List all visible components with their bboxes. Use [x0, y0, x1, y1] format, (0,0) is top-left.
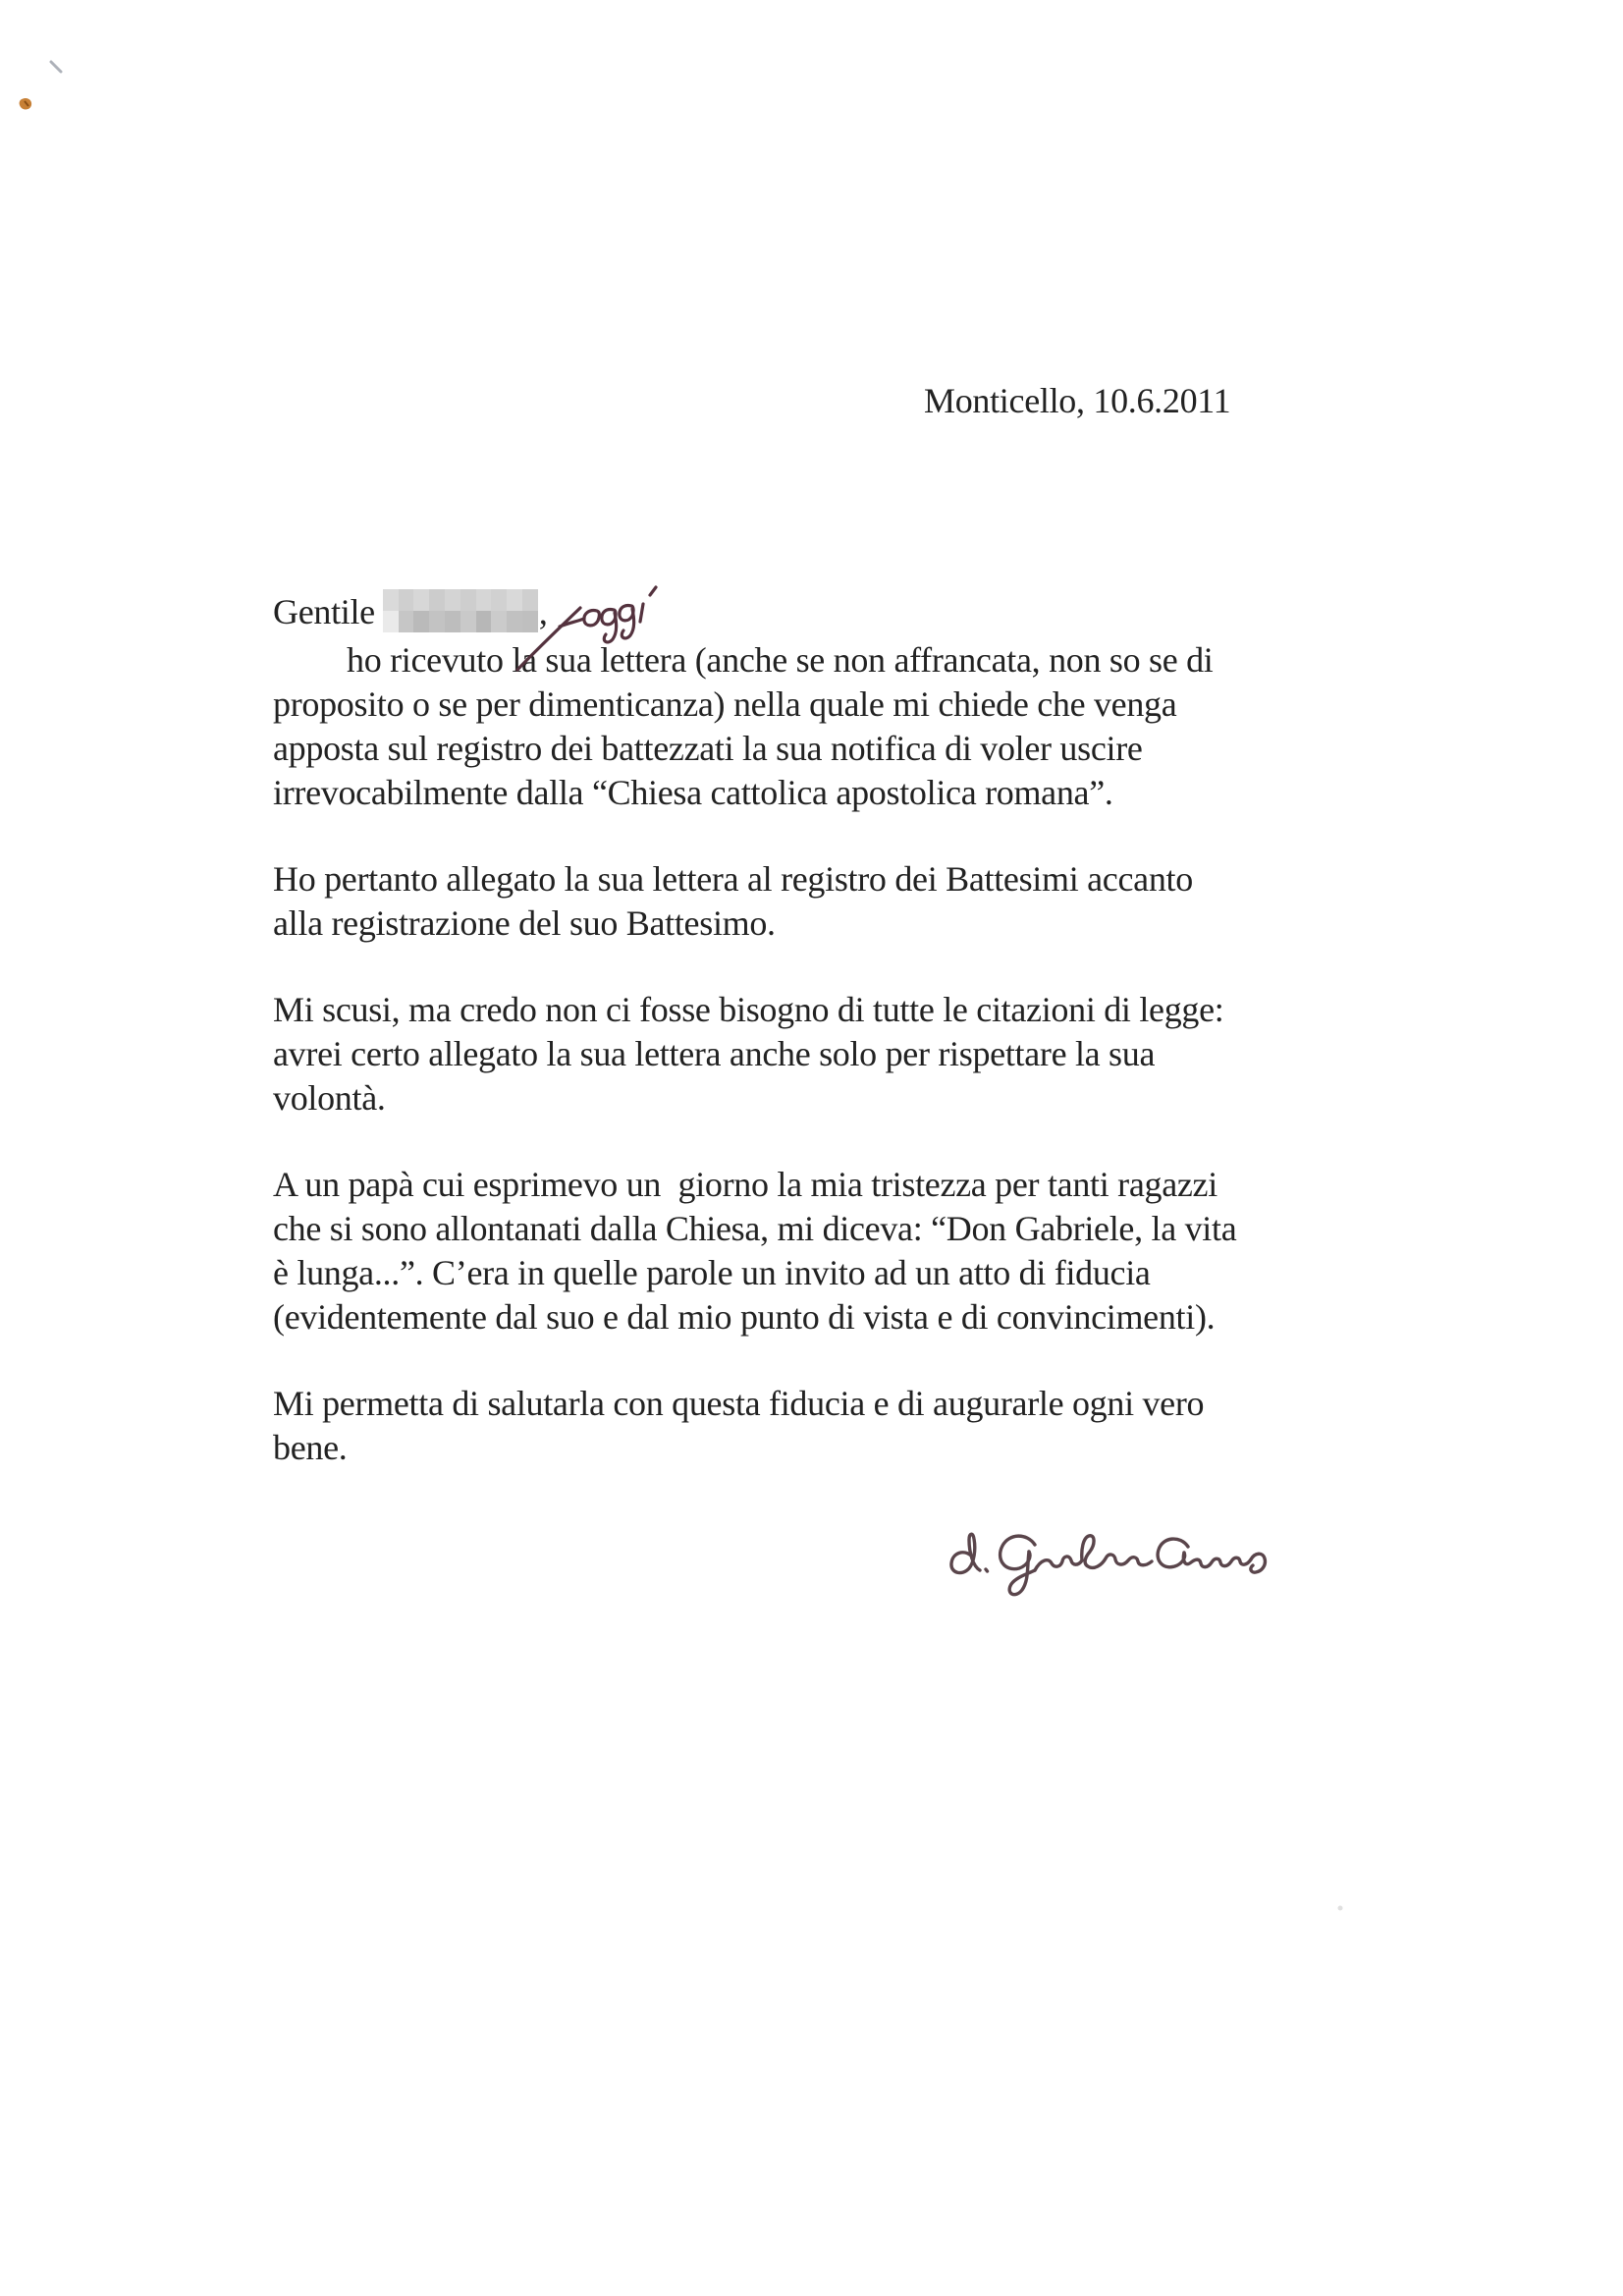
paragraph-line: Ho pertanto allegato la sua lettera al registro dei Battesimi accanto: [273, 859, 1193, 899]
insertion-caret-stroke: [517, 608, 580, 670]
salutation-comma: ,: [538, 592, 548, 631]
mosaic-cell: [383, 611, 399, 632]
paragraph-line: Mi permetta di salutarla con questa fiducia e di augurarle ogni vero: [273, 1384, 1205, 1423]
mosaic-cell: [399, 611, 414, 632]
paragraph-line: (evidentemente dal suo e dal mio punto di vista e di convincimenti).: [273, 1297, 1216, 1337]
oggi-letter-g1-tail: [604, 613, 616, 642]
oggi-letter-i-stem: [640, 604, 643, 622]
scan-artifacts-topleft: [0, 0, 118, 157]
signature-ren: [1183, 1553, 1251, 1567]
letter-body: [273, 589, 1392, 1470]
mosaic-cell: [476, 589, 492, 611]
paragraph-line: apposta sul registro dei battezzati la sua notifica di voler uscire: [273, 729, 1143, 768]
paragraph-line: è lunga...”. C’era in quelle parole un invito ad un atto di fiducia: [273, 1253, 1151, 1292]
paragraph-line: irrevocabilmente dalla “Chiesa cattolica apostolica romana”.: [273, 773, 1113, 812]
paragraph: [273, 857, 1392, 946]
signature-iele: [1082, 1536, 1152, 1568]
paragraph-line: A un papà cui esprimevo un giorno la mia tristezza per tanti ragazzi: [273, 1165, 1217, 1204]
orange-speck-artifact: [20, 98, 32, 110]
mosaic-cell: [476, 611, 492, 632]
oggi-letter-g2-tail: [622, 609, 633, 638]
date-line: Monticello, 10.6.2011: [924, 381, 1231, 420]
mosaic-cell: [399, 589, 414, 611]
paragraph-line: ho ricevuto la sua lettera (anche se non affrancata, non so se di: [347, 640, 1214, 680]
mosaic-cell: [383, 589, 399, 611]
faint-speck-artifact: [1333, 1901, 1349, 1917]
paragraph-line: avrei certo allegato la sua lettera anche solo per rispettare la sua: [273, 1034, 1156, 1073]
paragraph-line: alla registrazione del suo Battesimo.: [273, 903, 776, 943]
handwritten-oggi-annotation: [496, 579, 668, 692]
paragraphs-container: [273, 638, 1392, 1470]
paragraph: [273, 988, 1392, 1121]
paragraph-line: volontà.: [273, 1078, 386, 1118]
mosaic-cell: [429, 611, 445, 632]
signature-d: [951, 1534, 980, 1572]
paragraph-line: bene.: [273, 1428, 348, 1467]
signature-a-final: [1251, 1554, 1266, 1572]
paragraph-line: che si sono allontanati dalla Chiesa, mi diceva: “Don Gabriele, la vita: [273, 1209, 1237, 1248]
paragraph: [273, 638, 1392, 815]
paragraph-line: proposito o se per dimenticanza) nella quale mi chiede che venga: [273, 684, 1177, 724]
signature-period: [986, 1569, 988, 1571]
paragraph-line: Mi scusi, ma credo non ci fosse bisogno di tutte le citazioni di legge:: [273, 990, 1224, 1029]
mosaic-cell: [413, 611, 429, 632]
signature-abr: [1035, 1557, 1082, 1570]
mosaic-cell: [413, 589, 429, 611]
oggi-letter-i-dot: [650, 587, 656, 595]
mosaic-cell: [445, 611, 460, 632]
salutation-line: [273, 589, 1392, 634]
paragraph: [273, 1382, 1392, 1470]
mosaic-cell: [460, 611, 476, 632]
mosaic-cell: [445, 589, 460, 611]
paragraph: [273, 1163, 1392, 1339]
mosaic-cell: [429, 589, 445, 611]
salutation-prefix: Gentile: [273, 592, 375, 631]
signature-handwriting: [941, 1517, 1279, 1625]
pencil-tick-artifact: [51, 62, 61, 72]
oggi-letter-o: [584, 611, 600, 626]
mosaic-cell: [460, 589, 476, 611]
